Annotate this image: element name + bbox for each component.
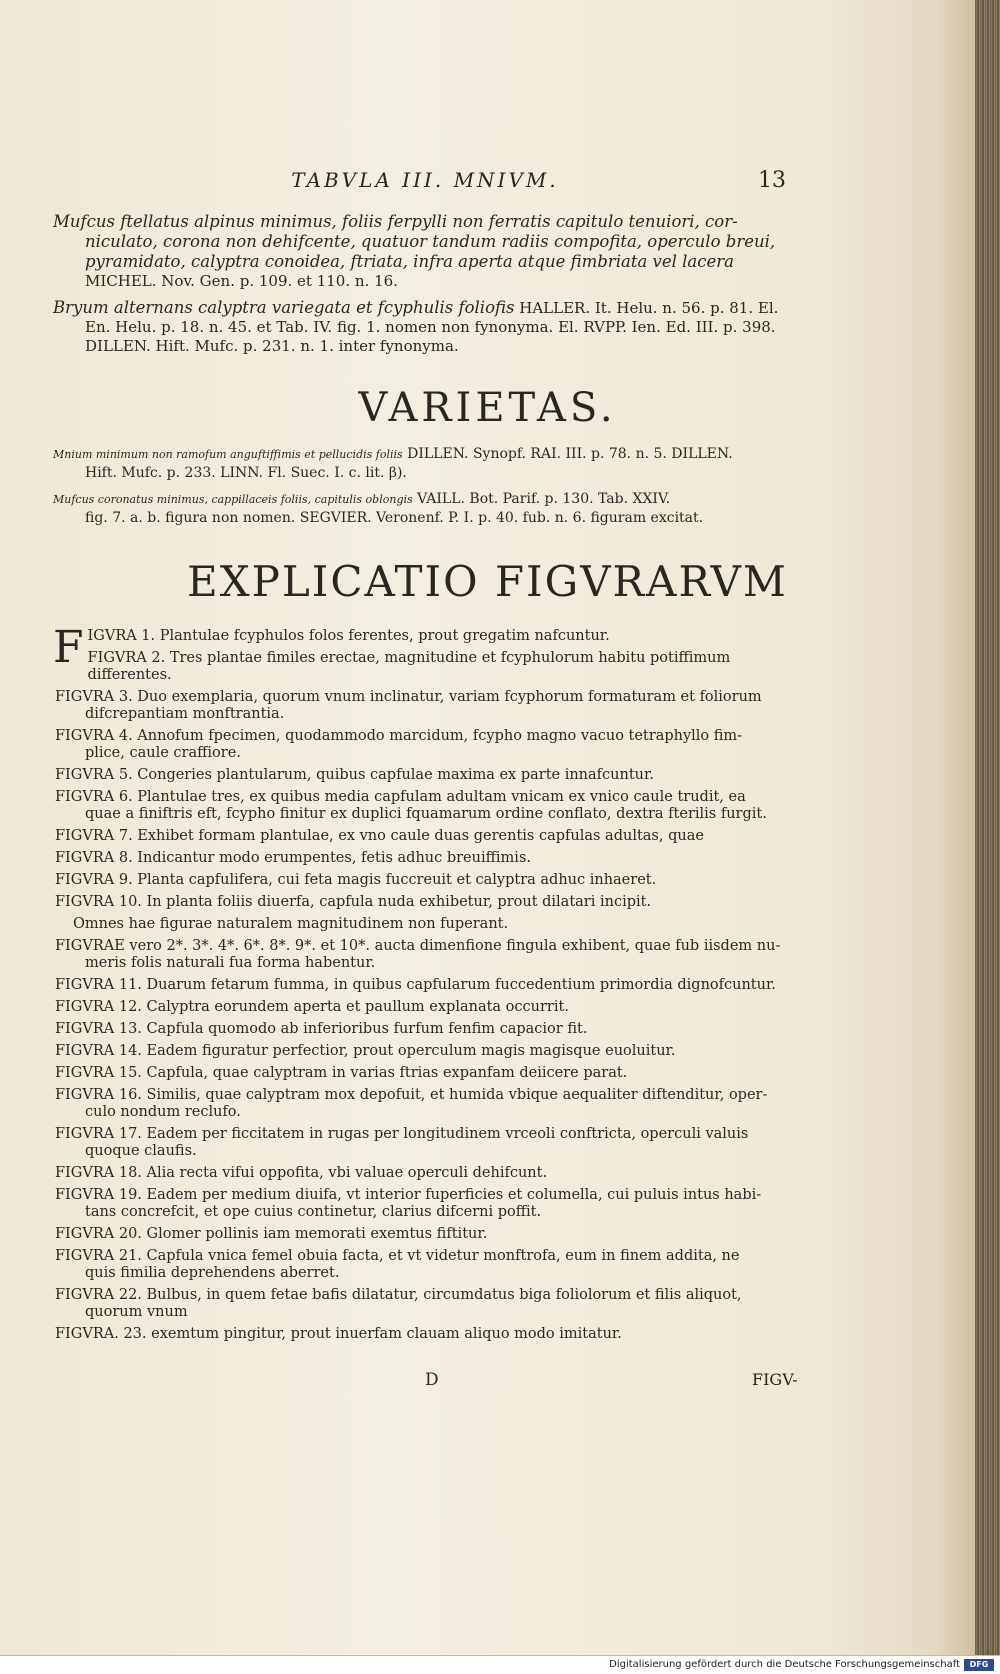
synonym-2-line-2: En. Helu. p. 18. n. 45. et Tab. IV. fig. 1. nomen non fynonyma. El. RVPP. Ien. Ed. III. p. 398.	[85, 318, 776, 336]
figure-line: FIGVRA 4. Annofum fpecimen, quodammodo marcidum, fcypho magno vacuo tetraphyllo fim-	[55, 728, 743, 744]
figure-line: FIGVRA 11. Duarum fetarum fumma, in quibus capfularum fuccedentium primordia dignofcuntur.	[55, 977, 776, 993]
synonym-entry-2	[53, 298, 793, 356]
figure-entry	[55, 1226, 800, 1243]
figure-line: IGVRA 1. Plantulae fcyphulos folos ferentes, prout gregatim nafcuntur.	[87, 628, 610, 644]
figure-line: FIGVRA 21. Capfula vnica femel obuia facta, et vt videtur monftrofa, eum in finem addita, ne	[55, 1248, 740, 1264]
varietas-1-rest: DILLEN. Synopf. RAI. III. p. 78. n. 5. DILLEN.	[402, 446, 733, 462]
synonym-2-rest: HALLER. It. Helu. n. 56. p. 81. El.	[514, 299, 779, 317]
footer-bar	[0, 1655, 1000, 1674]
figure-entry	[55, 1165, 800, 1182]
figure-entry	[55, 850, 800, 867]
varietas-entry-2	[53, 490, 798, 527]
figure-line: FIGVRA 17. Eadem per ficcitatem in rugas per longitudinem vrceoli conftricta, operculi valuis	[55, 1126, 749, 1142]
varietas-1-line-2: Hift. Mufc. p. 233. LINN. Fl. Suec. I. c. lit. β).	[85, 465, 407, 481]
figure-line-continuation: difcrepantiam monftrantia.	[85, 706, 285, 722]
figure-line: FIGVRA 22. Bulbus, in quem fetae bafis dilatatur, circumdatus biga foliolorum et filis aliquot,	[55, 1287, 742, 1303]
figure-line-continuation: quoque claufis.	[85, 1143, 197, 1159]
synonym-2-italic: Bryum alternans calyptra variegata et fcyphulis foliofis	[53, 298, 515, 317]
figure-entry	[55, 1043, 800, 1060]
figure-entry	[55, 1126, 800, 1160]
figure-line: FIGVRA 13. Capfula quomodo ab inferioribus furfum fenfim capacior fit.	[55, 1021, 588, 1037]
figure-line-continuation: quae a finiftris eft, fcypho finitur ex duplici fquamarum ordine conflato, dextra fterilis furgit.	[85, 806, 767, 822]
synonym-1-line-1: Mufcus ftellatus alpinus minimus, foliis ferpylli non ferratis capitulo tenuiori, cor-	[53, 212, 738, 231]
signature-mark: D	[425, 1370, 439, 1390]
varietas-2-line-2: fig. 7. a. b. figura non nomen. SEGVIER. Veronenf. P. I. p. 40. fub. n. 6. figuram excitat.	[85, 510, 704, 526]
figure-entry	[55, 689, 800, 723]
figure-entry	[55, 1021, 800, 1038]
figure-line: FIGVRA 20. Glomer pollinis iam memorati exemtus fiftitur.	[55, 1226, 488, 1242]
figure-line: FIGVRA 7. Exhibet formam plantulae, ex vno caule duas gerentis capfulas adultas, quae	[55, 828, 704, 844]
figure-line-continuation: quis fimilia deprehendens aberret.	[85, 1265, 340, 1281]
figure-line: FIGVRAE vero 2*. 3*. 4*. 6*. 8*. 9*. et 10*. aucta dimenfione fingula exhibent, quae fub iisdem nu-	[55, 938, 781, 954]
figure-line: FIGVRA 14. Eadem figuratur perfectior, prout operculum magis magisque euoluitur.	[55, 1043, 676, 1059]
figure-line: FIGVRA 8. Indicantur modo erumpentes, fetis adhuc breuiffimis.	[55, 850, 531, 866]
figure-line-continuation: quorum vnum	[85, 1304, 188, 1320]
figure-entry	[55, 828, 800, 845]
varietas-heading: VARIETAS.	[358, 385, 617, 431]
synonym-1-line-3: pyramidato, calyptra conoidea, ftriata, infra aperta atque fimbriata vel lacera	[85, 252, 734, 271]
figure-line: FIGVRA 2. Tres plantae fimiles erectae, magnitudine et fcyphulorum habitu potiffimum	[87, 650, 731, 666]
figure-entry	[55, 894, 800, 911]
figure-line: FIGVRA 5. Congeries plantularum, quibus capfulae maxima ex parte innafcuntur.	[55, 767, 654, 783]
figure-line: FIGVRA 15. Capfula, quae calyptram in varias ftrias expanfam deiicere parat.	[55, 1065, 628, 1081]
synonym-2-line-3: DILLEN. Hift. Mufc. p. 231. n. 1. inter fynonyma.	[85, 337, 459, 355]
figure-line: FIGVRA 12. Calyptra eorundem aperta et paullum explanata occurrit.	[55, 999, 569, 1015]
drop-cap: F	[53, 622, 84, 673]
figure-line-continuation: plice, caule craffiore.	[85, 745, 241, 761]
varietas-1-italic: Mnium minimum non ramofum anguftiffimis et pellucidis foliis	[53, 448, 403, 461]
figure-entry	[55, 1326, 800, 1343]
figure-line: FIGVRA 6. Plantulae tres, ex quibus media capfulam adultam vnicam ex vnico caule trudit, ea	[55, 789, 746, 805]
figure-entry	[55, 999, 800, 1016]
catchword: FIGV-	[752, 1370, 798, 1389]
figure-entry	[55, 1087, 800, 1121]
figure-line-continuation: culo nondum reclufo.	[85, 1104, 241, 1120]
synonym-1-line-2: niculato, corona non dehifcente, quatuor tandum radiis compofita, operculo breui,	[85, 232, 776, 251]
page-edge	[975, 0, 1000, 1655]
figure-line: FIGVRA 16. Similis, quae calyptram mox depofuit, et humida vbique aequaliter diftenditur, oper-	[55, 1087, 768, 1103]
figure-entry	[55, 872, 800, 889]
figure-line: FIGVRA 3. Duo exemplaria, quorum vnum inclinatur, variam fcyphorum formaturam et foliorum	[55, 689, 762, 705]
figure-entry	[55, 728, 800, 762]
figure-line: Omnes hae figurae naturalem magnitudinem non fuperant.	[73, 916, 509, 932]
synonym-entry-1	[53, 212, 793, 291]
figure-entry	[55, 1065, 800, 1082]
figure-entry	[55, 1187, 800, 1221]
figure-entry	[55, 977, 800, 994]
figure-line: FIGVRA 19. Eadem per medium diuifa, vt interior fuperficies et columella, cui puluis intus habi-	[55, 1187, 762, 1203]
varietas-2-rest: VAILL. Bot. Parif. p. 130. Tab. XXIV.	[412, 491, 671, 507]
figure-entry	[55, 650, 800, 684]
synonym-1-line-4: MICHEL. Nov. Gen. p. 109. et 110. n. 16.	[85, 272, 398, 290]
footer-text: Digitalisierung gefördert durch die Deutsche Forschungsgemeinschaft	[609, 1659, 960, 1670]
figure-entry	[55, 1287, 800, 1321]
figure-entry	[55, 767, 800, 784]
figure-entry	[55, 1248, 800, 1282]
page-number: 13	[758, 168, 786, 193]
explicatio-heading: EXPLICATIO FIGVRARVM	[187, 557, 788, 606]
varietas-entry-1	[53, 445, 798, 482]
figure-line: FIGVRA 10. In planta foliis diuerfa, capfula nuda exhibetur, prout dilatari incipit.	[55, 894, 652, 910]
figure-entry	[55, 938, 800, 972]
figure-entry	[55, 789, 800, 823]
figure-line-continuation: meris folis naturali fua forma habentur.	[85, 955, 376, 971]
figure-line: FIGVRA 18. Alia recta vifui oppofita, vbi valuae operculi dehifcunt.	[55, 1165, 548, 1181]
varietas-2-italic: Mufcus coronatus minimus, cappillaceis foliis, capitulis oblongis	[53, 493, 413, 506]
figure-line-continuation: tans concrefcit, et ope cuius continetur, clarius difcerni poffit.	[85, 1204, 542, 1220]
figure-line-continuation: differentes.	[87, 667, 172, 683]
running-head: TABVLA III. MNIVM.	[291, 168, 559, 192]
dfg-logo: DFG	[964, 1659, 994, 1671]
figure-line: FIGVRA. 23. exemtum pingitur, prout inuerfam clauam aliquo modo imitatur.	[55, 1326, 622, 1342]
figure-line: FIGVRA 9. Planta capfulifera, cui feta magis fuccreuit et calyptra adhuc inhaeret.	[55, 872, 657, 888]
figure-explanations	[53, 622, 800, 1348]
figure-entry	[55, 916, 800, 933]
